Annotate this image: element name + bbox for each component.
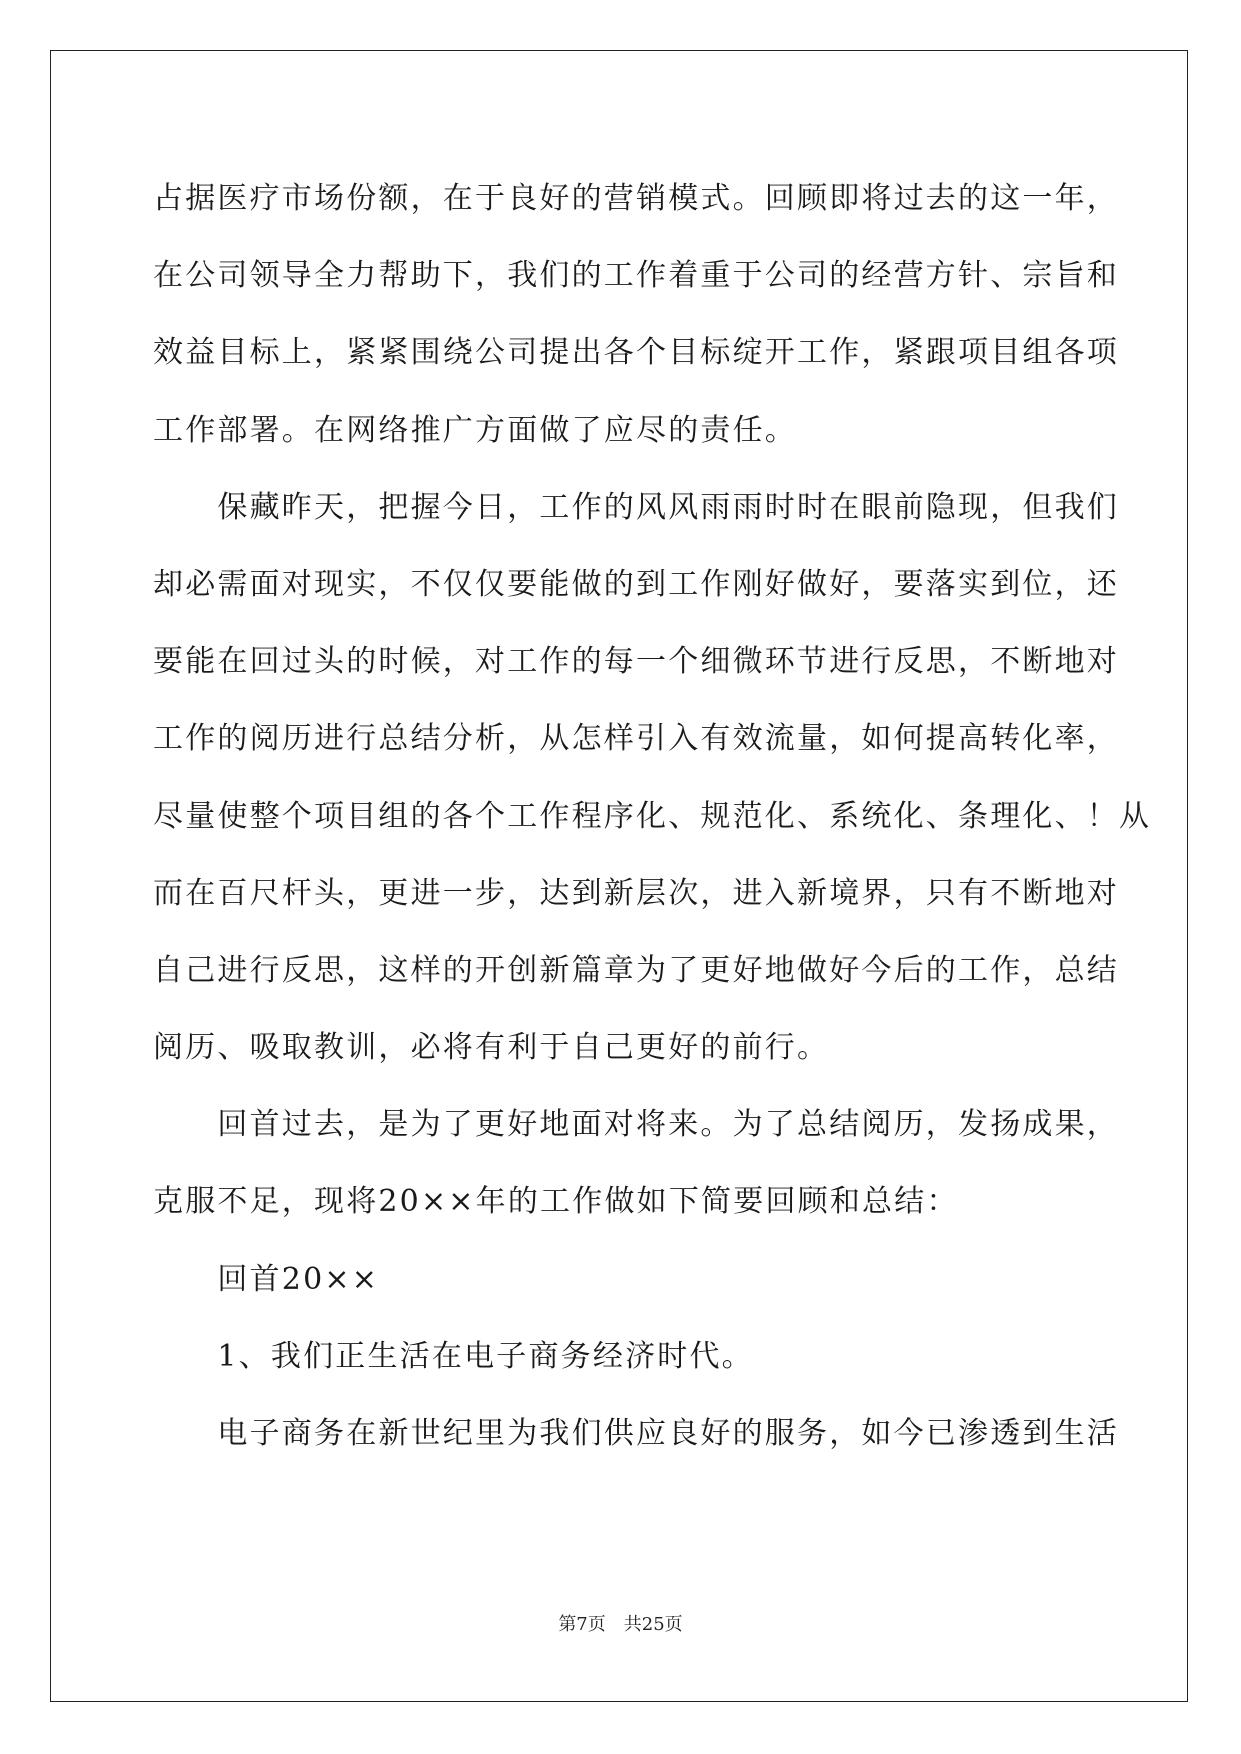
text-line: 克服不足，现将20××年的工作做如下简要回顾和总结： [153,1184,959,1220]
page-number-footer: 第7页 共25页 [558,1614,683,1635]
document-body [153,160,1152,1472]
text-line: 阅历、吸取教训，必将有利于自己更好的前行。 [153,1030,830,1066]
text-line: 回首20×× [153,1261,380,1297]
text-line: 占据医疗市场份额，在于良好的营销模式。回顾即将过去的这一年， [153,181,1119,216]
text-line: 工作的阅历进行总结分析，从怎样引入有效流量，如何提高转化率， [153,721,1119,757]
text-line: 工作部署。在网络推广方面做了应尽的责任。 [153,412,797,448]
text-line: 回首过去，是为了更好地面对将来。为了总结阅历，发扬成果， [153,1107,1119,1143]
text-line: 效益目标上，紧紧围绕公司提出各个目标绽开工作，紧跟项目组各项 [153,335,1119,371]
text-line: 要能在回过头的时候，对工作的每一个细微环节进行反思，不断地对 [153,644,1119,680]
text-line: 自己进行反思，这样的开创新篇章为了更好地做好今后的工作，总结 [153,952,1119,988]
text-line: 尽量使整个项目组的各个工作程序化、规范化、系统化、条理化、！从 [153,798,1152,834]
text-line: 却必需面对现实，不仅仅要能做的到工作刚好做好，要落实到位，还 [153,566,1119,602]
text-line: 在公司领导全力帮助下，我们的工作着重于公司的经营方针、宗旨和 [153,258,1119,294]
text-line: 而在百尺杆头，更进一步，达到新层次，进入新境界，只有不断地对 [153,875,1119,911]
text-line: 电子商务在新世纪里为我们供应良好的服务，如今已渗透到生活 [153,1416,1119,1451]
text-line: 保藏昨天，把握今日，工作的风风雨雨时时在眼前隐现，但我们 [153,489,1119,525]
text-line: 1、我们正生活在电子商务经济时代。 [153,1338,754,1374]
